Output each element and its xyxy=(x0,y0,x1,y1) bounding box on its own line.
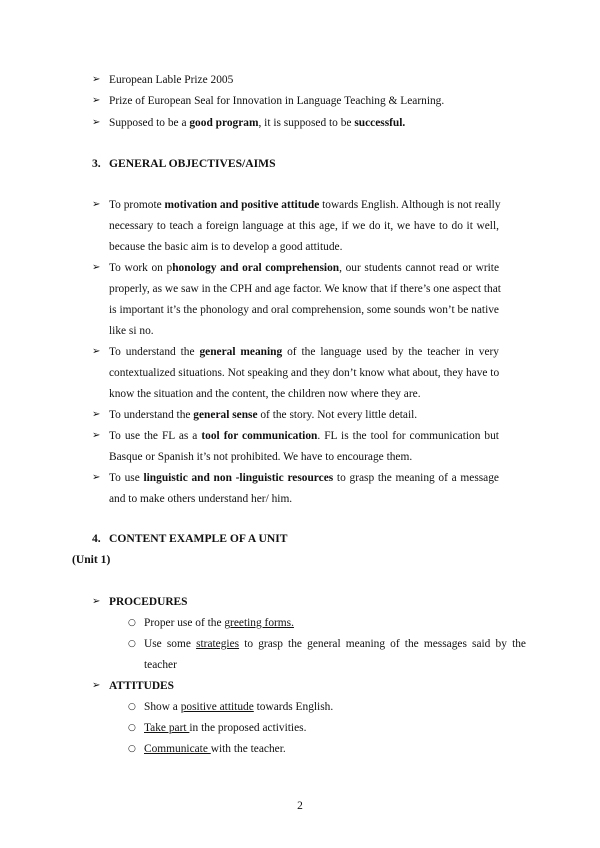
arrow-bullet-icon: ➢ xyxy=(92,199,101,210)
arrow-bullet-icon: ➢ xyxy=(92,472,101,483)
arrow-bullet-icon: ➢ xyxy=(92,596,101,607)
circle-bullet-icon: ○ xyxy=(128,744,136,754)
document-page: ➢ European Lable Prize 2005 ➢ Prize of European Seal for Innovation in Language Teaching & Learning. ➢ Supposed to be a good program, it is supposed to be successful. 3. GENERAL OBJECTIVES/AIMS ➢ To promote motivation and positive attitude towards English. Although is not really necessary to teach a foreign language at this age, if we do it, we have to do it well, because the basic aim is to develop a good attitude. ➢ To work on phonology and oral comprehension, our students cannot read or write properly, as we saw in the CPH and age factor. We know that if there’s one aspect that is important it’s the phonology and oral comprehension, some sounds won’t be native like si no. ➢ To understand the general meaning of the language used by the teacher in very contextualized situations. Not speaking and they don’t know what about, they have to know the situation and the content, the children now where they are. ➢ To understand the general sense of the story. Not every little detail. ➢ To use the FL as a tool for communication. FL is the tool for communication but Basque or Spanish it’s not prohibited. We have to encourage them. ➢ To use linguistic and non -linguistic resources to grasp the meaning of a message and to make others understand her/ him. 4. CONTENT EXAMPLE OF A UNIT (Unit 1) ➢ PROCEDURES ○ Proper use of the greeting forms. ○ Use some strategies to grasp the general meaning of the messages said by the teacher ➢ ATTITUDES ○ Show a positive attitude towards English. ○ Take part in the proposed activities. ○ Communicate with the teacher. 2 xyxy=(72,74,526,812)
arrow-bullet-icon: ➢ xyxy=(92,262,101,273)
arrow-bullet-icon: ➢ xyxy=(92,409,101,420)
arrow-bullet-icon: ➢ xyxy=(92,346,101,357)
arrow-bullet-icon: ➢ xyxy=(92,430,101,441)
page-number: 2 xyxy=(297,800,303,812)
unit-subtitle: (Unit 1) xyxy=(72,553,111,566)
circle-bullet-icon: ○ xyxy=(128,618,136,628)
arrow-bullet-icon: ➢ xyxy=(92,117,101,128)
circle-bullet-icon: ○ xyxy=(128,702,136,712)
arrow-bullet-icon: ➢ xyxy=(92,95,101,106)
arrow-bullet-icon: ➢ xyxy=(92,74,101,85)
section-4-heading: 4. CONTENT EXAMPLE OF A UNIT xyxy=(92,532,288,545)
circle-bullet-icon: ○ xyxy=(128,723,136,733)
procedure-item-2-cont: teacher xyxy=(144,659,177,671)
circle-bullet-icon: ○ xyxy=(128,639,136,649)
section-3-heading: 3. GENERAL OBJECTIVES/AIMS xyxy=(92,157,276,170)
arrow-bullet-icon: ➢ xyxy=(92,680,101,691)
